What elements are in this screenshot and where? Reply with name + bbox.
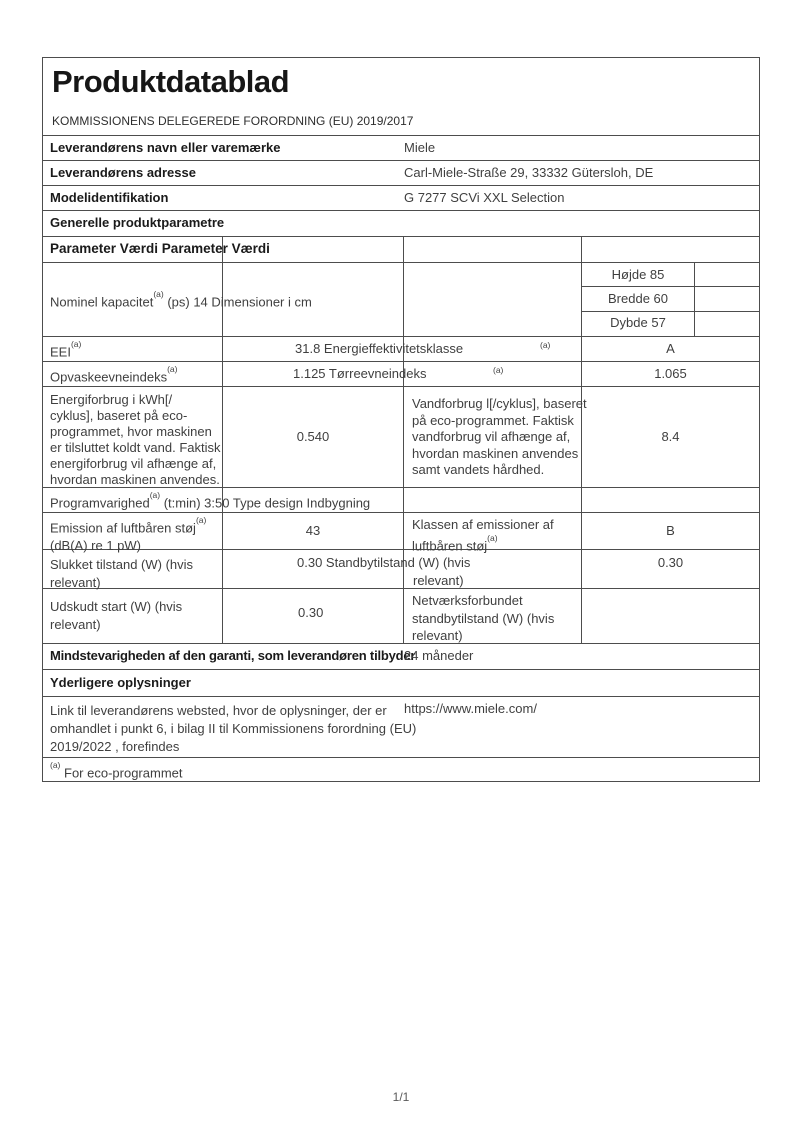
water-consumption-value: 8.4 [661,429,680,444]
footnote-marker: (a) [167,364,178,374]
row-divider [43,336,759,337]
eei-label: EEI$^{(a)}$ [50,339,82,360]
dimension-depth: Dybde 57 [610,315,666,330]
dimension-column-divider [694,262,695,336]
noise-emission-label: Emission af luftbåren støj$^{(a)}$ (dB(A) re 1 pW) [50,515,207,553]
standby-value: 0.30 [657,555,684,570]
model-id-value: G 7277 SCVi XXL Selection [404,190,565,205]
footnote-marker: (a) [50,760,61,770]
footnote-marker: (a) [540,340,551,350]
energy-consumption-label: Energiforbrug i kWh[/ cyklus], baseret på eco- programmet, hvor maskinen er tilsluttet koldt vand. Faktisk energiforbrug vil afhænge af, hvordan maskinen anvendes. [50,392,221,487]
guarantee-value: 24 måneder [404,648,474,663]
model-id-label: Modelidentifikation [50,190,169,205]
supplier-address-label: Leverandørens adresse [50,165,196,180]
guarantee-label: Mindstevarigheden af den garanti, som leverandøren tilbyder [50,648,416,663]
supplier-name-value: Miele [404,140,436,155]
standby-label-continued: relevant) [413,573,464,588]
eei-value-and-class-label: 31.8 Energieffektivitetsklasse [295,341,464,356]
footnote-marker: (a) [493,365,504,375]
footnote-marker: (a) [70,339,82,349]
footnote-marker: (a) [195,515,207,525]
programme-duration-label: Programvarighed$^{(a)}$ (t:min) 3:50 Type design Indbygning [50,490,371,511]
footnote-marker: (a) [487,532,498,543]
row-divider [43,185,759,186]
energy-consumption-value: 0.540 [296,429,330,444]
dimension-width: Bredde 60 [608,291,668,306]
row-divider [43,643,759,644]
row-divider [43,262,759,263]
row-divider [43,669,759,670]
page-number: 1/1 [392,1090,410,1104]
row-divider [43,135,759,136]
supplier-address-value: Carl-Miele-Straße 29, 33332 Gütersloh, DE [404,165,654,180]
row-divider [43,361,759,362]
column-divider [403,236,404,643]
regulation-subtitle: KOMMISSIONENS DELEGEREDE FORORDNING (EU) 2019/2017 [52,114,414,128]
supplier-name-label: Leverandørens navn eller varemærke [50,140,281,155]
noise-class-label: Klassen af emissioner af luftbåren støj$^{(a)}$ [412,517,554,553]
footnote-marker: (a) [153,289,164,299]
noise-emission-value: 43 [305,523,321,538]
drying-index-value: 1.065 [654,366,687,381]
row-divider [43,236,759,237]
website-link-url[interactable]: https://www.miele.com/ [404,701,537,716]
row-divider [43,696,759,697]
footnote-marker: (a) [149,490,161,500]
capacity-label: Nominel kapacitet$^{(a)}$ (ps) 14 Dimensioner i cm [50,289,312,310]
noise-class-value: B [666,523,675,538]
dimension-divider [581,286,759,287]
cleaning-value-and-drying-label: 1.125 Tørreevneindeks [293,366,427,381]
dimension-divider [581,311,759,312]
networked-standby-label: Netværksforbundet standbytilstand (W) (hvis relevant) [412,593,555,643]
dimension-height: Højde 85 [611,267,665,282]
general-parameters-header: Generelle produktparametre [50,215,225,230]
document-title: Produktdatablad [52,64,290,99]
additional-info-header: Yderligere oplysninger [50,675,191,690]
row-divider [43,386,759,387]
delay-start-label: Udskudt start (W) (hvis relevant) [50,599,183,632]
parameter-value-header: Parameter Værdi Parameter Værdi [50,241,270,256]
off-mode-label: Slukket tilstand (W) (hvis relevant) [50,557,194,590]
website-link-label: Link til leverandørens websted, hvor de oplysninger, der er omhandlet i punkt 6, i bilag II til Kommissionens forordning (EU) 2019/2022 , forefindes [50,703,417,754]
row-divider [43,160,759,161]
water-consumption-label: Vandforbrug l[/cyklus], baseret på eco-programmet. Faktisk vandforbrug vil afhænge af, hvordan maskinen anvendes samt vandets hårdhed. [412,396,587,477]
energy-class-value: A [666,341,675,356]
row-divider [43,210,759,211]
row-divider [43,512,759,513]
off-mode-value-and-standby-label: 0.30 Standbytilstand (W) (hvis [297,555,471,570]
cleaning-index-label: Opvaskeevneindeks$^{(a)}$ [50,364,178,385]
delay-start-value: 0.30 [298,605,324,620]
footnote-text: $^{(a)}$ For eco-programmet [50,760,183,781]
row-divider [43,757,759,758]
